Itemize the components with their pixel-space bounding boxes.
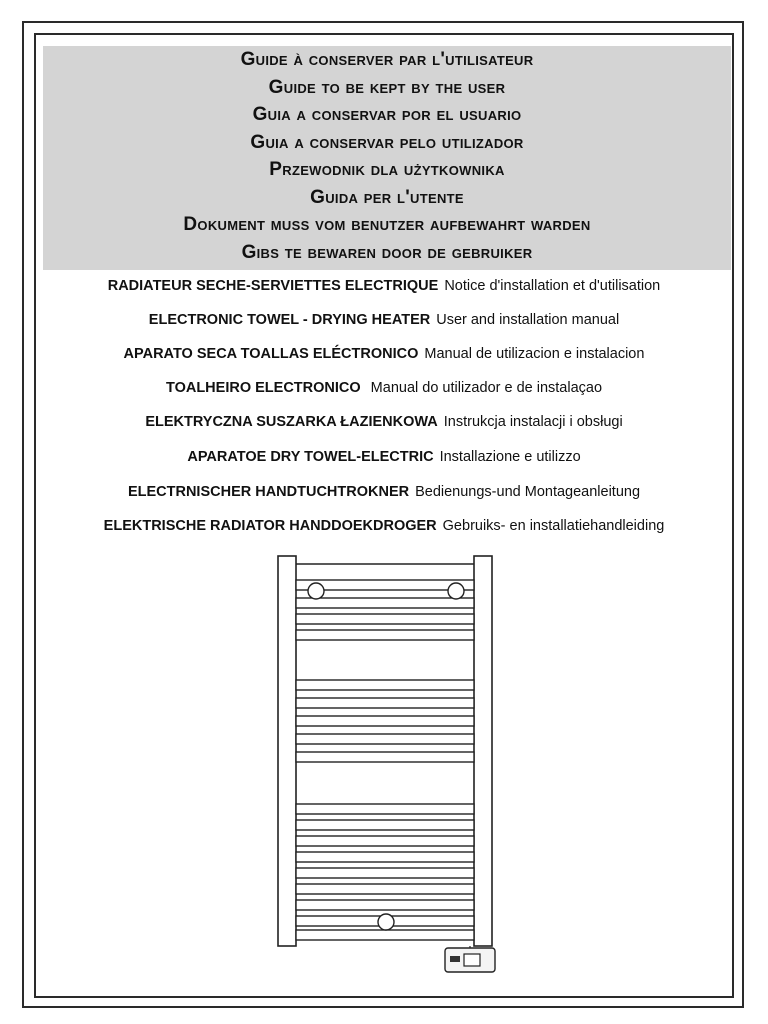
product-line-it (40, 447, 728, 467)
header-line-en: Guide to be kept by the user (268, 77, 506, 98)
product-desc: Manual do utilizador e de instalaçao (366, 380, 603, 396)
product-desc: Gebruiks- en installatiehandleiding (442, 518, 665, 534)
product-name: APARATOE DRY TOWEL-ELECTRIC (187, 449, 434, 465)
right-post (474, 556, 492, 946)
product-line-de (40, 482, 728, 502)
header-line-pl: Przewodnik dla użytkownika (269, 159, 505, 180)
header-line-fr: Guide à conserver par l'utilisateur (240, 49, 534, 70)
towel-bar (296, 630, 474, 640)
product-line-en (40, 310, 728, 330)
product-desc: User and installation manual (436, 312, 620, 328)
header-line-pt: Guia a conservar pelo utilizador (250, 132, 524, 153)
product-name: ELEKTRISCHE RADIATOR HANDDOEKDROGER (103, 518, 437, 534)
towel-bar (296, 820, 474, 830)
towel-bar (296, 930, 474, 940)
product-name: APARATO SECA TOALLAS ELÉCTRONICO (123, 346, 419, 362)
product-desc: Installazione e utilizzo (439, 449, 581, 465)
towel-bar (296, 836, 474, 846)
towel-bar (296, 680, 474, 690)
product-name: ELECTRNISCHER HANDTUCHTROKNER (127, 484, 410, 500)
towel-bar (296, 900, 474, 910)
left-post (278, 556, 296, 946)
product-desc: Notice d'installation et d'utilisation (444, 278, 661, 294)
header-box (43, 46, 731, 270)
product-desc: Manual de utilizacion e instalacion (424, 346, 645, 362)
towel-bar (296, 868, 474, 878)
product-desc: Bedienungs-und Montageanleitung (415, 484, 641, 500)
header-line-it: Guida per l'utente (310, 187, 464, 208)
bolt-top-right (448, 583, 464, 599)
towel-bar (296, 752, 474, 762)
header-line-nl: Gibs te bewaren door de gebruiker (241, 242, 533, 263)
product-name: ELECTRONIC TOWEL - DRYING HEATER (148, 312, 431, 328)
product-line-nl (40, 516, 728, 536)
bolt-top-left (308, 583, 324, 599)
product-line-es (40, 344, 728, 364)
bolt-bottom (378, 914, 394, 930)
header-line-es: Guia a conservar por el usuario (252, 104, 522, 125)
towel-radiator-icon (270, 552, 500, 982)
towel-bar (296, 804, 474, 814)
towel-bar (296, 598, 474, 608)
product-desc: Instrukcja instalacji i obsługi (443, 414, 623, 430)
towel-radiator-illustration (270, 552, 500, 987)
towel-bar (296, 734, 474, 744)
towel-bar (296, 614, 474, 624)
product-line-pt (40, 378, 728, 398)
header-line-de: Dokument muss vom benutzer aufbewahrt warden (183, 214, 591, 235)
product-line-pl (40, 412, 728, 432)
product-name: ELEKTRYCZNA SUSZARKA ŁAZIENKOWA (145, 414, 438, 430)
towel-bar (296, 884, 474, 894)
product-line-fr (40, 276, 728, 296)
control-unit-icon (445, 946, 495, 972)
towel-bar (296, 852, 474, 862)
product-name: TOALHEIRO ELECTRONICO (165, 380, 361, 396)
towel-bar (296, 716, 474, 726)
product-name: RADIATEUR SECHE-SERVIETTES ELECTRIQUE (107, 278, 439, 294)
towel-bar (296, 698, 474, 708)
